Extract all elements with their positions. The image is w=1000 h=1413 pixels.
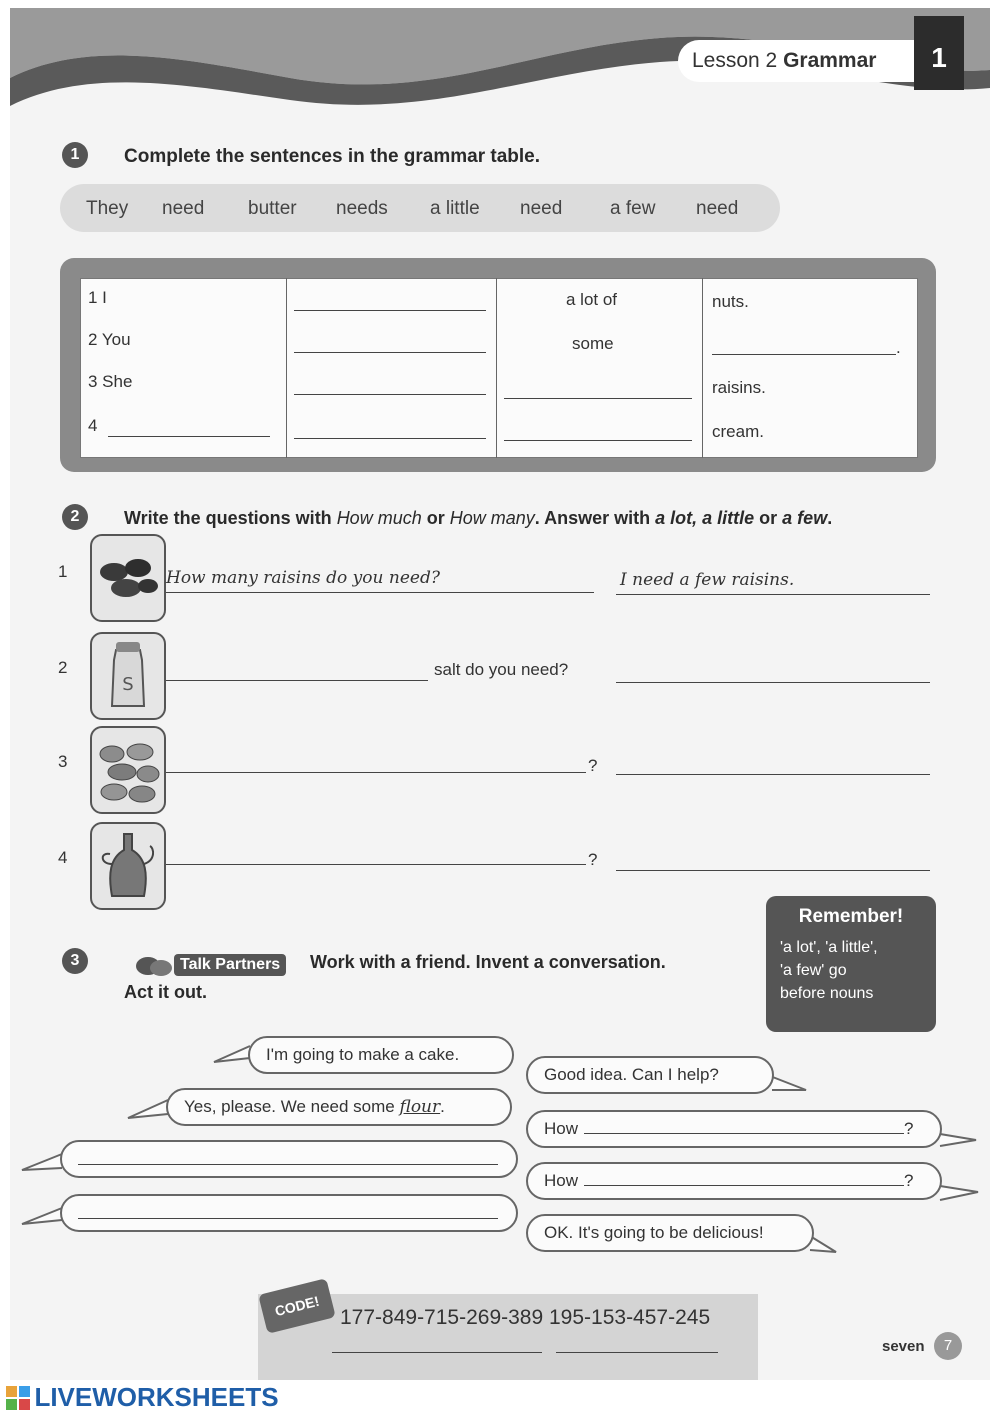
exercise-3-number: 3 <box>62 948 88 974</box>
bubble-text: I'm going to make a cake. <box>266 1045 460 1064</box>
table-blank[interactable] <box>108 436 270 437</box>
table-cell: a lot of <box>566 290 618 309</box>
instruction-part: a lot, a little <box>655 508 755 528</box>
raisins-icon <box>92 536 164 620</box>
instruction-part: How many <box>449 508 535 528</box>
code-badge: CODE! <box>258 1278 336 1334</box>
worksheet-page <box>10 8 990 1380</box>
table-cell: some <box>572 334 614 353</box>
grammar-table <box>80 278 918 458</box>
table-blank[interactable] <box>294 352 486 353</box>
table-row-label: 3 She <box>88 372 133 391</box>
bubble-text: ? <box>904 1171 914 1190</box>
table-cell: cream. <box>712 422 764 441</box>
access-code: 177-849-715-269-389 195-153-457-245 <box>340 1306 711 1329</box>
liveworksheets-logo-icon <box>6 1386 30 1410</box>
speech-bubble <box>526 1110 942 1148</box>
unit-tab: 1 <box>914 16 964 90</box>
brand-name: LIVEWORKSHEETS <box>34 1382 279 1412</box>
code-line <box>556 1352 718 1353</box>
table-cell: nuts. <box>712 292 749 311</box>
question-line[interactable] <box>166 592 594 593</box>
speech-bubble <box>526 1162 942 1200</box>
answer-line[interactable] <box>616 594 930 595</box>
word-bank-item: need <box>162 198 205 219</box>
table-blank[interactable] <box>294 394 486 395</box>
speech-bubble <box>526 1214 814 1252</box>
word-bank-item: a few <box>610 198 656 219</box>
answer-line[interactable] <box>616 774 930 775</box>
answer-line[interactable] <box>616 682 930 683</box>
table-blank[interactable] <box>504 398 692 399</box>
question-mark: ? <box>588 756 598 775</box>
speech-bubble <box>60 1140 518 1178</box>
table-row-label: 4 <box>88 416 98 435</box>
word-bank-item: butter <box>248 198 297 219</box>
table-divider <box>286 278 287 458</box>
biscuits-picture <box>90 726 166 814</box>
instruction-part: a few <box>782 508 828 528</box>
bubble-text: How <box>544 1171 579 1190</box>
talk-partners-label: Talk Partners <box>174 954 286 976</box>
table-blank[interactable] <box>294 310 486 311</box>
instruction-part: or <box>421 508 450 528</box>
lesson-topic: Grammar <box>783 49 877 72</box>
answer-line[interactable] <box>616 870 930 871</box>
table-blank[interactable] <box>504 440 692 441</box>
salt-shaker-icon <box>92 634 164 718</box>
svg-text:S: S <box>122 674 134 695</box>
bubble-text: OK. It's going to be delicious! <box>544 1223 764 1242</box>
page-word: seven <box>882 1338 925 1355</box>
table-row-label: 1 I <box>88 288 107 307</box>
bubble-text: ? <box>904 1119 914 1138</box>
talk-partners-badge <box>134 952 310 982</box>
remember-title: Remember! <box>798 906 904 927</box>
cookies-icon <box>92 728 164 812</box>
table-blank[interactable] <box>294 438 486 439</box>
table-divider <box>702 278 703 458</box>
word-bank-item: needs <box>336 198 388 219</box>
bubble-filled-word: flour <box>399 1097 441 1117</box>
question-line[interactable] <box>166 864 586 865</box>
raisins-picture <box>90 534 166 622</box>
speech-bubble <box>60 1194 518 1232</box>
question-line[interactable] <box>166 772 586 773</box>
table-divider <box>496 278 497 458</box>
oil-bottle-icon <box>92 824 164 908</box>
speech-bubble <box>248 1036 514 1074</box>
question-1-answer: How many raisins do you need? <box>166 568 440 588</box>
bubble-blank[interactable] <box>584 1167 904 1186</box>
lesson-label <box>678 40 914 82</box>
table-cell: . <box>896 338 901 357</box>
exercise-1-number: 1 <box>62 142 88 168</box>
speech-bubbles-icon <box>134 952 174 982</box>
instruction-part: How much <box>336 508 422 528</box>
remember-line: 'a few' go <box>780 962 847 979</box>
question-number: 2 <box>58 658 68 677</box>
bubble-text: Yes, please. We need some <box>184 1097 395 1116</box>
exercise-3-instruction-2: Act it out. <box>124 982 207 1002</box>
bubble-text: Good idea. Can I help? <box>544 1065 719 1084</box>
salt-picture <box>90 632 166 720</box>
oil-picture <box>90 822 166 910</box>
word-bank-item: need <box>520 198 563 219</box>
code-line <box>332 1352 542 1353</box>
bubble-text: How <box>544 1119 579 1138</box>
exercise-1-instruction: Complete the sentences in the grammar table. <box>124 146 541 167</box>
question-line[interactable] <box>166 680 428 681</box>
word-bank-item: They <box>86 198 129 219</box>
footer-brand <box>6 1382 279 1410</box>
bubble-blank[interactable] <box>78 1142 498 1165</box>
remember-line: before nouns <box>780 985 874 1002</box>
bubble-blank[interactable] <box>78 1196 498 1219</box>
bubble-text: . <box>440 1097 445 1116</box>
question-mark: ? <box>588 850 598 869</box>
exercise-2-number: 2 <box>62 504 88 530</box>
table-row-label: 2 You <box>88 330 131 349</box>
question-number: 4 <box>58 848 68 867</box>
question-number: 1 <box>58 562 68 581</box>
answer-1: I need a few raisins. <box>620 570 795 590</box>
table-blank[interactable] <box>712 354 896 355</box>
exercise-2-instruction <box>124 508 832 529</box>
question-2-text: salt do you need? <box>434 660 569 679</box>
lesson-text: Lesson 2 <box>692 49 778 72</box>
speech-bubble <box>526 1056 774 1094</box>
remember-box <box>766 896 936 1032</box>
word-bank-item: a little <box>430 198 480 219</box>
table-cell: raisins. <box>712 378 766 397</box>
question-number: 3 <box>58 752 68 771</box>
bubble-blank[interactable] <box>584 1115 904 1134</box>
exercise-3-instruction: Work with a friend. Invent a conversation. <box>310 952 666 972</box>
instruction-part: . <box>827 508 833 528</box>
instruction-part: Write the questions with <box>124 508 337 528</box>
instruction-part: or <box>754 508 783 528</box>
speech-bubble <box>166 1088 512 1126</box>
page-number: 7 <box>934 1332 962 1360</box>
word-bank-item: need <box>696 198 739 219</box>
remember-line: 'a lot', 'a little', <box>780 939 878 956</box>
instruction-part: . Answer with <box>534 508 656 528</box>
